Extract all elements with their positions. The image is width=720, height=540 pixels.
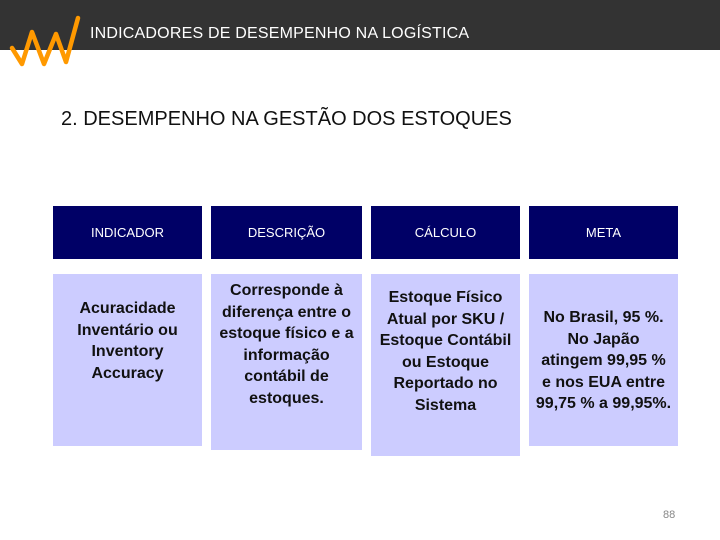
table-cell-meta: No Brasil, 95 %. No Japão atingem 99,95 % e nos EUA entre 99,75 % a 99,95%. <box>529 274 678 446</box>
header-bar <box>0 0 720 50</box>
page-number: 88 <box>663 509 676 521</box>
table-cell-descricao: Corresponde à diferença entre o estoque físico e a informação contábil de estoques. <box>211 274 362 450</box>
table-cell-calculo: Estoque Físico Atual por SKU / Estoque Contábil ou Estoque Reportado no Sistema <box>371 274 520 456</box>
section-title: 2. DESEMPENHO NA GESTÃO DOS ESTOQUES <box>61 108 512 130</box>
table-header-meta: META <box>529 206 678 259</box>
table-header-descricao: DESCRIÇÃO <box>211 206 362 259</box>
table-header-calculo: CÁLCULO <box>371 206 520 259</box>
zigzag-logo-icon <box>8 12 88 70</box>
header-title: INDICADORES DE DESEMPENHO NA LOGÍSTICA <box>90 25 470 42</box>
table-cell-indicador: Acuracidade Inventário ou Inventory Accuracy <box>53 274 202 446</box>
table-header-indicador: INDICADOR <box>53 206 202 259</box>
